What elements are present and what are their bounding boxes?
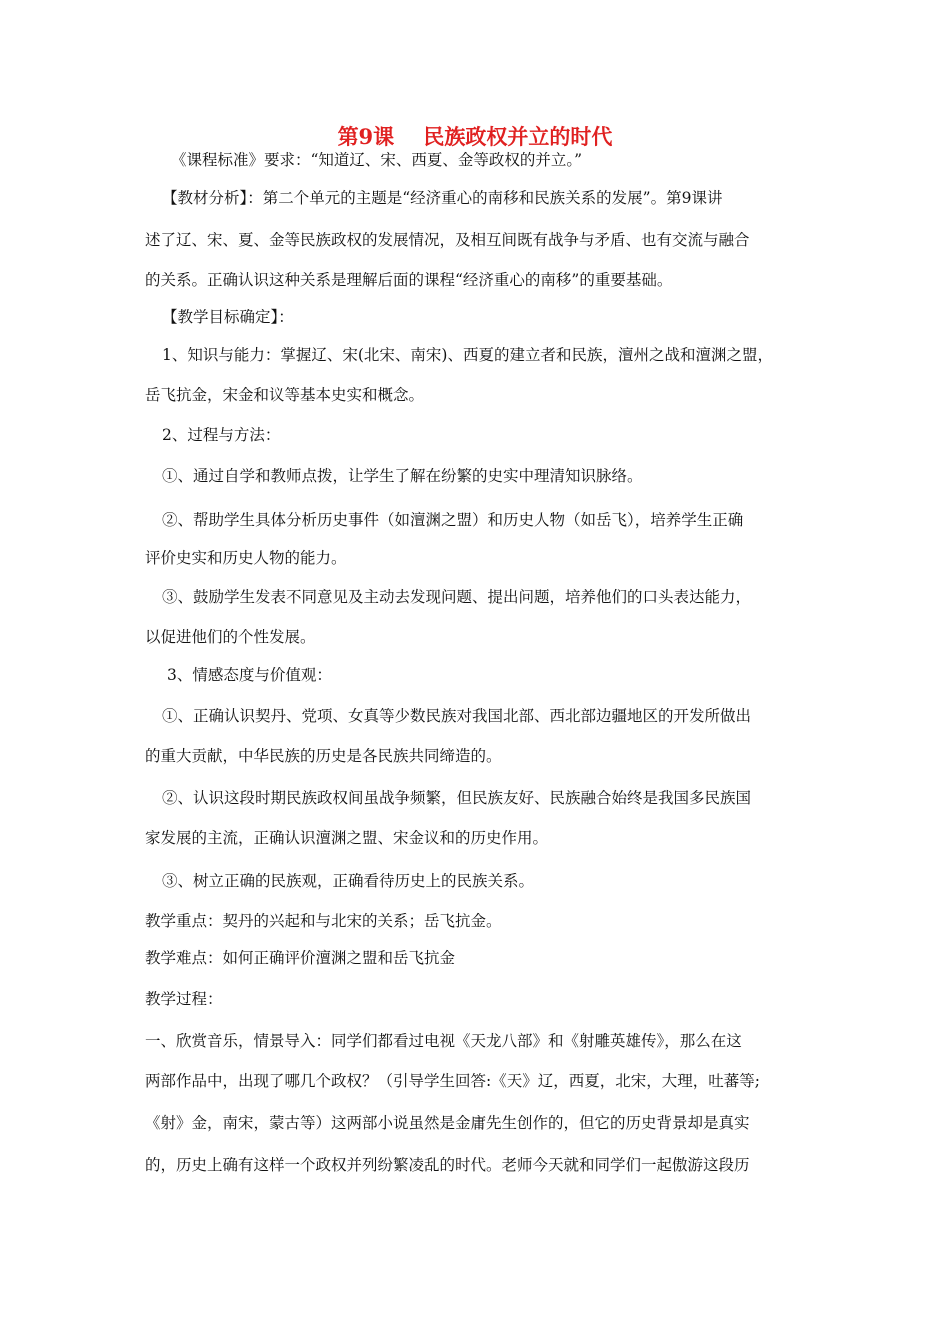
paragraph-line: ②、帮助学生具体分析历史事件（如澶渊之盟）和历史人物（如岳飞），培养学生正确 [162, 511, 744, 529]
lesson-title: 第9课 民族政权并立的时代 [337, 124, 613, 149]
paragraph-line: 的关系。正确认识这种关系是理解后面的课程“经济重心的南移”的重要基础。 [145, 271, 673, 289]
paragraph-line: ③、树立正确的民族观，正确看待历史上的民族关系。 [162, 872, 535, 890]
paragraph-line: ①、正确认识契丹、党项、女真等少数民族对我国北部、西北部边疆地区的开发所做出 [162, 707, 752, 725]
paragraph-line: 2、过程与方法： [162, 426, 281, 444]
difficult-points-line: 教学难点：如何正确评价澶渊之盟和岳飞抗金 [145, 949, 456, 967]
paragraph-line: 以促进他们的个性发展。 [145, 628, 316, 646]
paragraph-line: 《射》金，南宋，蒙古等）这两部小说虽然是金庸先生创作的，但它的历史背景却是真实 [145, 1114, 750, 1132]
paragraph-line: 两部作品中，出现了哪几个政权？（引导学生回答:《天》辽，西夏，北宋，大理，吐蕃等; [145, 1072, 760, 1090]
paragraph-line: 的重大贡献，中华民族的历史是各民族共同缔造的。 [145, 747, 502, 765]
paragraph-line: ③、鼓励学生发表不同意见及主动去发现问题、提出问题，培养他们的口头表达能力， [162, 588, 752, 606]
paragraph-line: 的，历史上确有这样一个政权并列纷繁凌乱的时代。老师今天就和同学们一起傲游这段历 [145, 1156, 750, 1174]
paragraph-line: 述了辽、宋、夏、金等民族政权的发展情况，及相互间既有战争与矛盾、也有交流与融合 [145, 231, 750, 249]
paragraph-line: 一、欣赏音乐，情景导入：同学们都看过电视《天龙八部》和《射雕英雄传》，那么在这 [145, 1032, 742, 1050]
section-heading: 【教学目标确定】： [162, 308, 294, 326]
key-points-line: 教学重点：契丹的兴起和与北宋的关系；岳飞抗金。 [145, 912, 502, 930]
paragraph-line: 岳飞抗金，宋金和议等基本史实和概念。 [145, 386, 425, 404]
paragraph-line: ①、通过自学和教师点拨，让学生了解在纷繁的史实中理清知识脉络。 [162, 467, 643, 485]
paragraph-line: 家发展的主流，正确认识澶渊之盟、宋金议和的历史作用。 [145, 829, 549, 847]
paragraph-line: 3、情感态度与价值观： [167, 666, 332, 684]
paragraph-line: 1、知识与能力：掌握辽、宋(北宋、南宋)、西夏的建立者和民族，澶州之战和澶渊之盟， [162, 346, 773, 364]
paragraph-line: ②、认识这段时期民族政权间虽战争频繁，但民族友好、民族融合始终是我国多民族国 [162, 789, 752, 807]
curriculum-standard-line: 《课程标准》要求：“知道辽、宋、西夏、金等政权的并立。” [171, 151, 583, 169]
paragraph-line: 评价史实和历史人物的能力。 [145, 549, 347, 567]
section-heading: 教学过程： [145, 990, 223, 1008]
paragraph-line: 【教材分析】：第二个单元的主题是“经济重心的南移和民族关系的发展”。第9课讲 [162, 189, 723, 207]
